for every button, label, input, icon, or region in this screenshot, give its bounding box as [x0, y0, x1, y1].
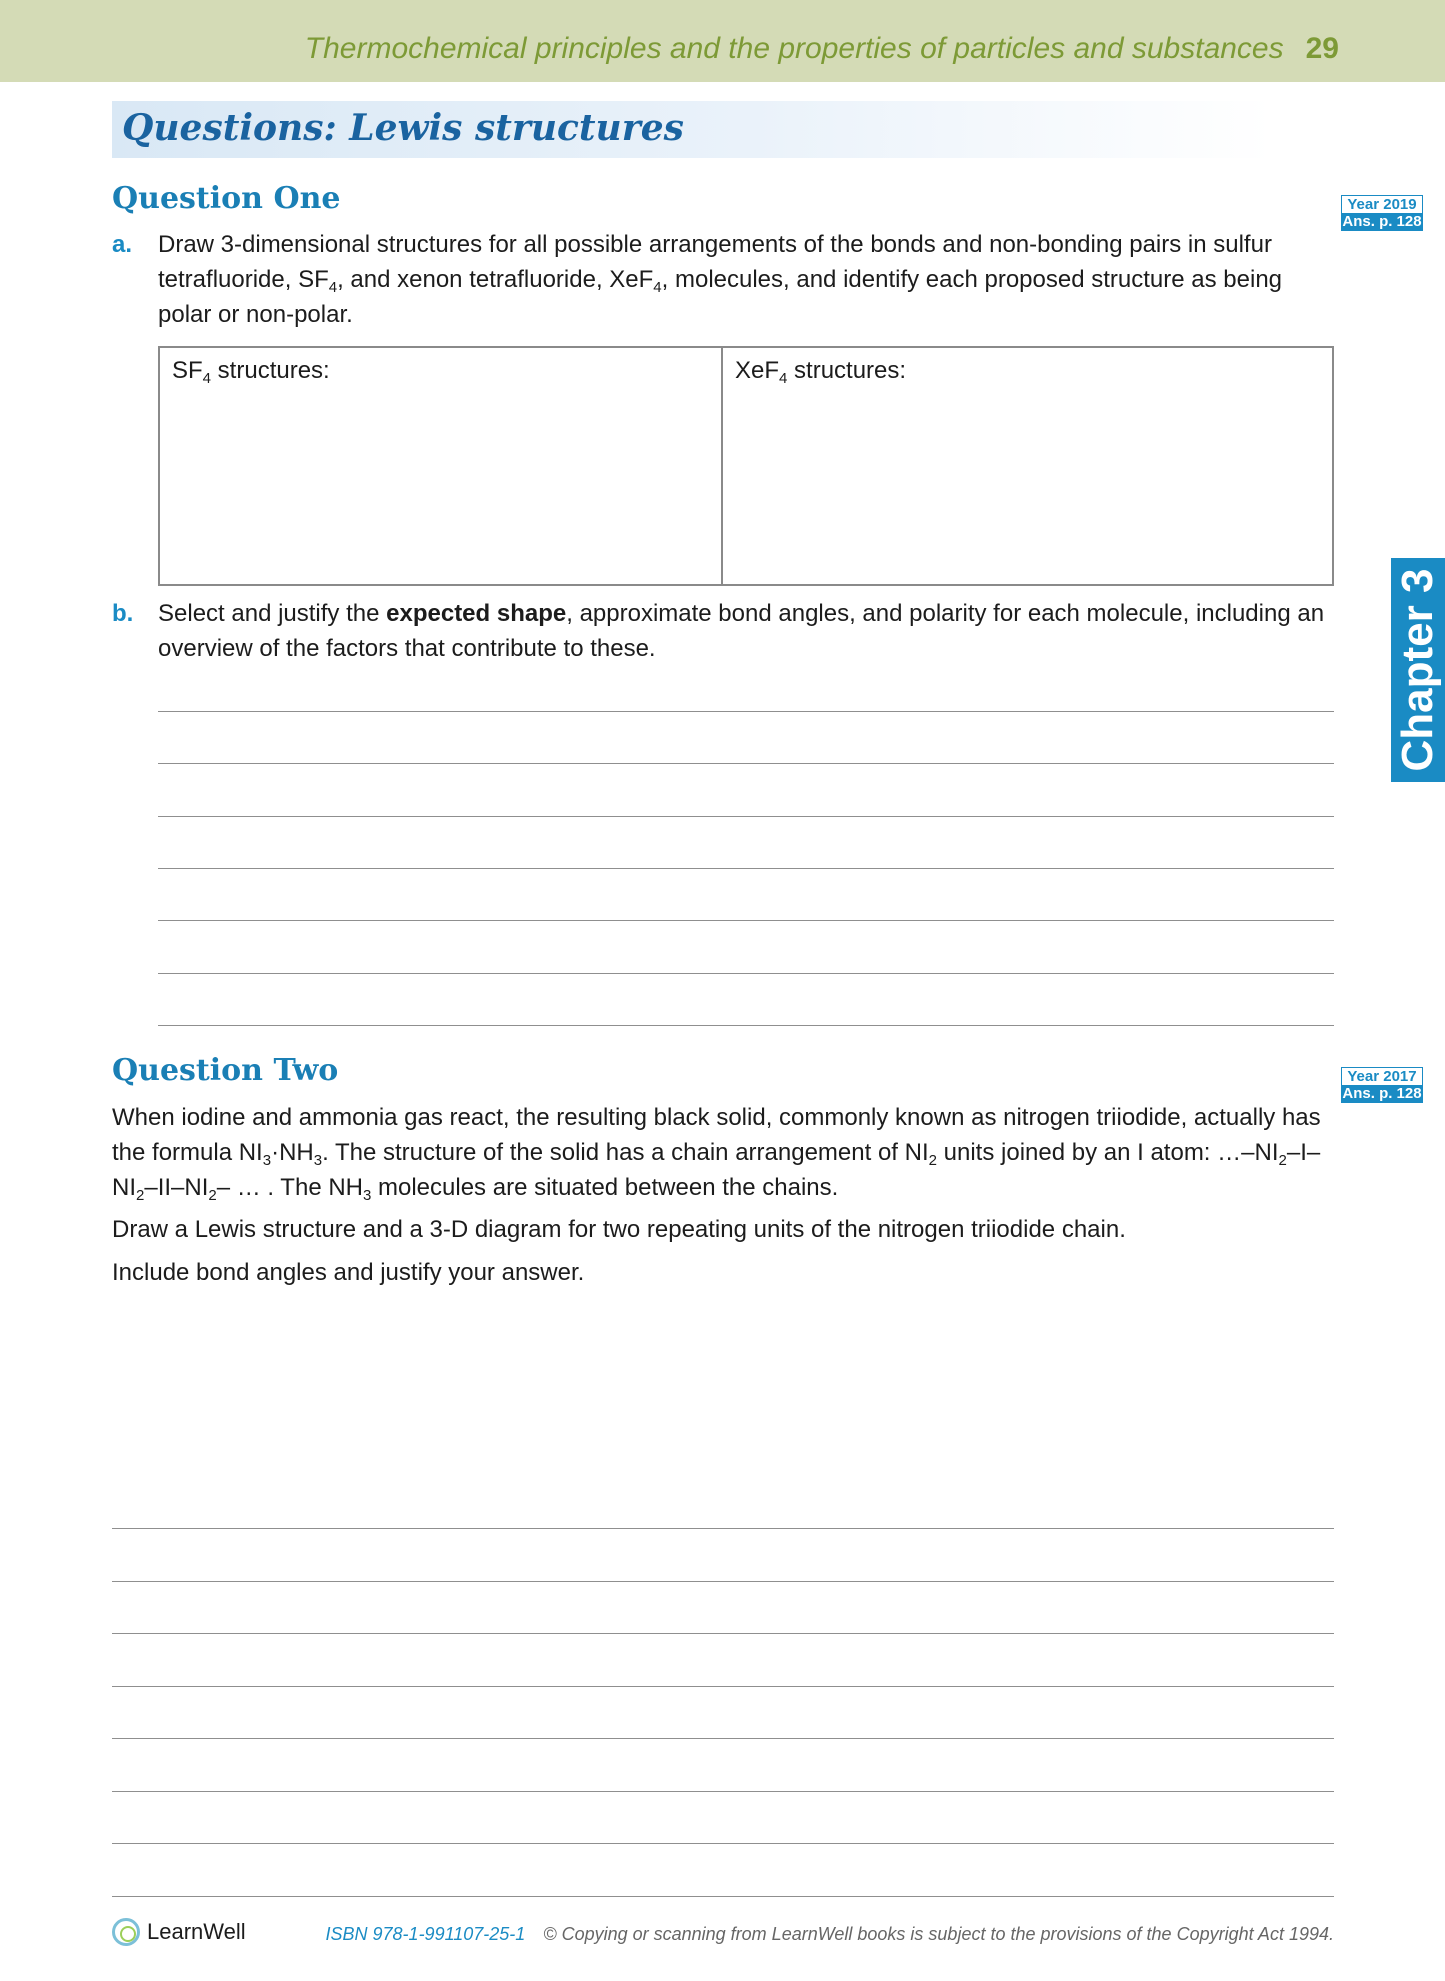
intro-text: ·NH: [271, 1139, 314, 1166]
part-b-text: [158, 596, 1334, 666]
subscript: 2: [208, 1187, 217, 1204]
intro-text: –II–NI: [144, 1174, 209, 1201]
intro-text: molecules are situated between the chains.: [371, 1174, 839, 1201]
answer-line[interactable]: [112, 1738, 1334, 1739]
part-a-text: [158, 227, 1334, 332]
answer-line[interactable]: [112, 1581, 1334, 1582]
sf4-cell-label: [172, 356, 330, 386]
question-one-heading: Question One: [112, 181, 341, 216]
year-label: Year 2017: [1342, 1068, 1422, 1085]
learnwell-logo: [112, 1918, 246, 1946]
xef4-cell-label: [735, 356, 906, 386]
year-reference-box: [1341, 195, 1423, 231]
chapter-tab-label: Chapter 3: [1393, 568, 1442, 772]
part-b-bold: expected shape: [386, 600, 567, 627]
question-two-instruction: Include bond angles and justify your answer.: [112, 1259, 585, 1286]
intro-text: . The structure of the solid has a chain arrangement of NI: [322, 1139, 929, 1166]
section-title-band: [112, 101, 1272, 158]
intro-text: –I–NI: [112, 1139, 1321, 1201]
subscript: 2: [928, 1152, 937, 1169]
chapter-tab: [1391, 558, 1445, 782]
subscript: 4: [202, 370, 212, 387]
part-b-text-2: , approximate bond angles, and polarity for each molecule, including an overview of the factors that contribute to these.: [158, 600, 1325, 662]
answer-line[interactable]: [158, 920, 1334, 921]
answer-line[interactable]: [158, 816, 1334, 817]
intro-text: units joined by an I atom: …–NI: [936, 1139, 1279, 1166]
answer-line[interactable]: [158, 1025, 1334, 1026]
part-a-text-1: Draw 3-dimensional structures for all possible arrangements of the bonds and non-bonding pairs in sulfur tetrafluoride, SF: [158, 231, 1272, 293]
isbn: ISBN 978-1-991107-25-1: [325, 1924, 526, 1944]
subscript: 4: [653, 279, 662, 296]
part-b-text-1: Select and justify the: [158, 600, 387, 627]
copyright-notice: © Copying or scanning from LearnWell books is subject to the provisions of the Copyright Act 1994.: [543, 1924, 1334, 1944]
part-a-label: a.: [112, 231, 133, 258]
year-label: Year 2019: [1342, 196, 1422, 213]
subscript: 4: [328, 279, 338, 296]
answer-line[interactable]: [112, 1843, 1334, 1844]
sf4-answer-cell[interactable]: [160, 348, 721, 584]
part-a-text-2: , and xenon tetrafluoride, XeF: [337, 266, 654, 293]
question-two-heading: Question Two: [112, 1053, 339, 1088]
subscript: 3: [313, 1152, 323, 1169]
question-two-task: Draw a Lewis structure and a 3-D diagram for two repeating units of the nitrogen triiodide chain.: [112, 1216, 1126, 1243]
page-number: 29: [1305, 32, 1339, 65]
xef4-formula: XeF: [735, 357, 780, 384]
answer-line[interactable]: [112, 1633, 1334, 1634]
answer-page-ref: Ans. p. 128: [1342, 1085, 1422, 1102]
answer-page-ref: Ans. p. 128: [1342, 213, 1422, 230]
running-header: [305, 32, 1339, 66]
year-reference-box: [1341, 1067, 1423, 1103]
running-title: Thermochemical principles and the properties of particles and substances: [304, 32, 1284, 65]
answer-line[interactable]: [158, 868, 1334, 869]
learnwell-logo-icon: [112, 1918, 140, 1946]
xef4-suffix: structures:: [787, 357, 907, 384]
sf4-suffix: structures:: [211, 357, 330, 384]
part-a-text-3: , molecules, and identify each proposed structure as being polar or non-polar.: [158, 266, 1283, 328]
subscript: 4: [779, 370, 788, 387]
sf4-formula: SF: [172, 357, 203, 384]
brand-name: LearnWell: [147, 1919, 246, 1944]
answer-line[interactable]: [112, 1791, 1334, 1792]
answer-line[interactable]: [112, 1528, 1334, 1529]
answer-line[interactable]: [158, 973, 1334, 974]
subscript: 3: [262, 1152, 272, 1169]
subscript: 2: [136, 1187, 145, 1204]
subscript: 3: [363, 1187, 372, 1204]
footer-note: [326, 1924, 1334, 1945]
answer-line[interactable]: [158, 763, 1334, 764]
page-footer: [112, 1918, 1334, 1954]
question-two-intro: [112, 1100, 1334, 1205]
answer-line[interactable]: [112, 1686, 1334, 1687]
intro-text: – … . The NH: [216, 1174, 363, 1201]
part-b-label: b.: [112, 600, 134, 627]
intro-text: When iodine and ammonia gas react, the resulting black solid, commonly known as nitrogen triiodide, actually has the formula NI: [112, 1104, 1321, 1166]
page-header: [0, 0, 1445, 82]
structures-answer-table: [158, 346, 1334, 586]
answer-line[interactable]: [112, 1896, 1334, 1897]
section-title: Questions: Lewis structures: [122, 107, 684, 149]
answer-line[interactable]: [158, 711, 1334, 712]
xef4-answer-cell[interactable]: [721, 348, 1332, 584]
subscript: 2: [1278, 1152, 1287, 1169]
